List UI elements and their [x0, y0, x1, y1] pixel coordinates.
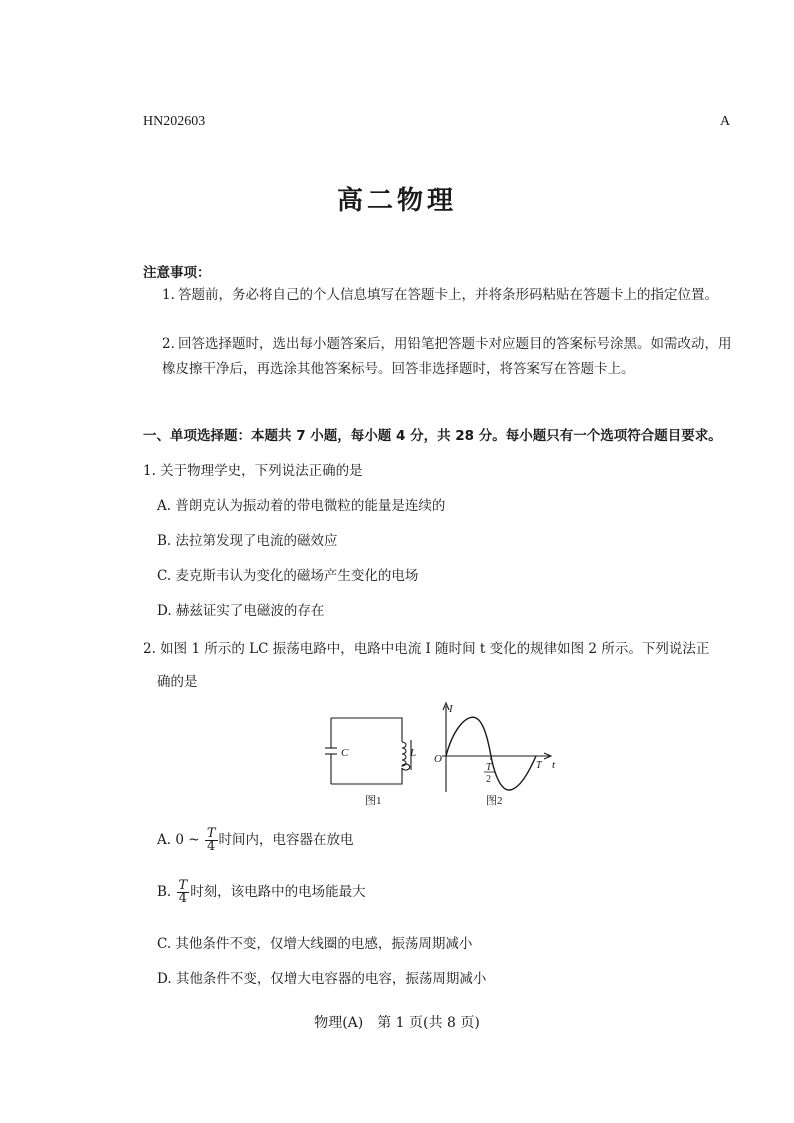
notice-item-number: 2.	[162, 336, 175, 352]
option-a-suffix: 时间内，电容器在放电	[218, 832, 354, 848]
notice-item-1	[162, 283, 734, 308]
notice-item-number: 1.	[162, 287, 175, 303]
x-axis-label: t	[552, 759, 556, 771]
notice-item-2	[162, 332, 734, 382]
origin-label: O	[434, 753, 442, 765]
version-label: A	[720, 114, 731, 129]
circuit-wire-top	[331, 718, 402, 742]
section-heading: 一、单项选择题：本题共 7 小题，每小题 4 分，共 28 分。每小题只有一个选项符合题目要求。	[143, 428, 722, 444]
figure-2-caption: 图2	[486, 795, 503, 807]
fraction-numerator: T	[178, 878, 188, 893]
fraction-numerator: T	[206, 826, 216, 841]
current-sine-curve	[446, 717, 536, 790]
question-2-option-d: D. 其他条件不变，仅增大电容器的电容，振荡周期减小	[157, 971, 487, 987]
tick-half-numerator: T	[486, 762, 492, 773]
figure-1-caption: 图1	[365, 795, 382, 807]
inductor-label: L	[410, 747, 417, 759]
question-2-option-c: C. 其他条件不变，仅增大线圈的电感，振荡周期减小	[157, 936, 473, 952]
option-b-fraction	[177, 880, 190, 905]
option-b-suffix: 时刻，该电路中的电场能最大	[190, 884, 366, 900]
tick-full-period: T	[536, 760, 542, 771]
question-1-option-c: C. 麦克斯韦认为变化的磁场产生变化的电场	[157, 568, 419, 584]
tick-half-denominator: 2	[486, 774, 491, 785]
question-1-option-d: D. 赫兹证实了电磁波的存在	[157, 603, 325, 619]
question-2-stem-line2: 确的是	[157, 674, 198, 690]
question-2-stem-line1: 2. 如图 1 所示的 LC 振荡电路中，电路中电流 I 随时间 t 变化的规律如图 2 所示。下列说法正	[143, 641, 710, 657]
fraction-denominator: 4	[178, 891, 187, 906]
figure-2-current-graph	[432, 700, 562, 810]
question-1-option-a: A. 普朗克认为振动着的带电微粒的能量是连续的	[157, 498, 446, 514]
notice-item-text: 答题前，务必将自己的个人信息填写在答题卡上，并将条形码粘贴在答题卡上的指定位置。	[178, 287, 718, 303]
circuit-wire-bottom	[331, 768, 402, 784]
question-1-option-b: B. 法拉第发现了电流的磁效应	[157, 533, 338, 549]
option-a-fraction	[205, 828, 218, 853]
page-footer: 物理(A) 第 1 页(共 8 页)	[314, 1015, 480, 1031]
option-a-prefix: A. 0 ~	[157, 832, 204, 848]
inductor-coil	[402, 742, 410, 770]
y-axis-label: I	[449, 703, 453, 715]
question-2-option-a	[157, 828, 354, 853]
notice-item-text: 回答选择题时，选出每小题答案后，用铅笔把答题卡对应题目的答案标号涂黑。如需改动，用橡皮擦干净后，再选涂其他答案标号。回答非选择题时，将答案写在答题卡上。	[162, 336, 732, 377]
capacitor-label: C	[341, 747, 349, 759]
figure-1-lc-circuit	[325, 700, 420, 810]
notice-label: 注意事项：	[143, 265, 211, 281]
question-2-option-b	[157, 880, 366, 905]
exam-code: HN202603	[143, 114, 206, 129]
fraction-denominator: 4	[207, 839, 216, 854]
option-b-prefix: B.	[157, 884, 176, 900]
page-title: 高二物理	[336, 186, 457, 216]
question-1-stem: 1. 关于物理学史，下列说法正确的是	[143, 463, 363, 479]
